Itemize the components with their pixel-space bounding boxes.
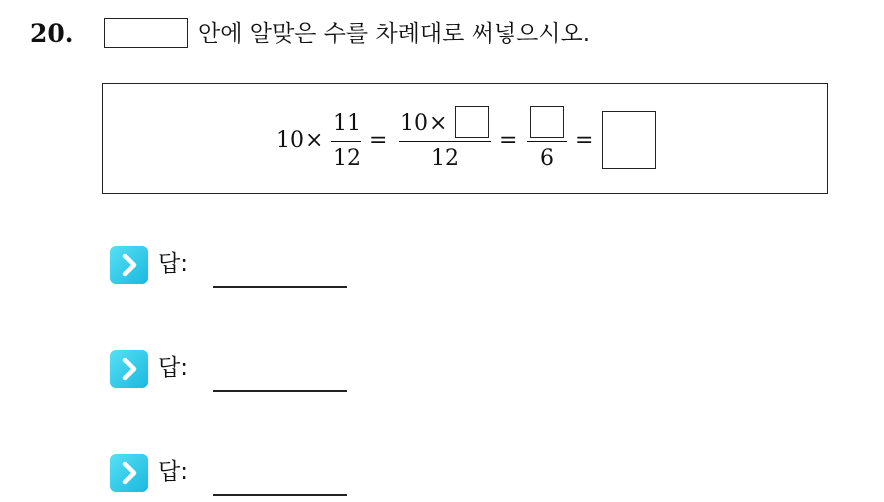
- answer-line[interactable]: [213, 494, 347, 496]
- chevron-right-icon: [110, 246, 148, 284]
- fraction2-bar: [399, 141, 491, 142]
- fraction1-bar: [331, 141, 361, 142]
- equation: [103, 84, 827, 193]
- result-blank: [602, 111, 656, 169]
- fraction3-denominator: 6: [540, 146, 554, 171]
- fraction1-numerator: 11: [333, 111, 361, 136]
- equals-sign-1: =: [369, 128, 388, 153]
- answer-line[interactable]: [213, 390, 347, 392]
- fraction2-numerator-whole: 10: [400, 111, 428, 136]
- fraction3-bar: [527, 141, 567, 142]
- fraction1-denominator: 12: [333, 146, 361, 171]
- chevron-right-icon: [110, 350, 148, 388]
- equals-sign-3: =: [575, 128, 594, 153]
- times-sign: ×: [305, 128, 324, 153]
- answer-row-2: [110, 348, 370, 392]
- answer-label: 답:: [158, 355, 188, 381]
- inline-answer-blank: [104, 18, 188, 48]
- whole-number: 10: [276, 128, 304, 153]
- question-number: 20.: [30, 19, 74, 48]
- answer-label: 답:: [158, 251, 188, 277]
- problem-box: [102, 83, 828, 194]
- fraction2-numerator-blank: [455, 106, 489, 138]
- question-instruction: 안에 알맞은 수를 차례대로 써넣으시오.: [198, 21, 591, 47]
- answer-row-1: [110, 244, 370, 288]
- answer-line[interactable]: [213, 286, 347, 288]
- chevron-right-icon: [110, 454, 148, 492]
- fraction3-numerator-blank: [530, 106, 564, 138]
- fraction2-times-sign: ×: [429, 111, 448, 136]
- answer-row-3: [110, 452, 370, 496]
- answer-label: 답:: [158, 459, 188, 485]
- equals-sign-2: =: [499, 128, 518, 153]
- fraction2-denominator: 12: [431, 146, 459, 171]
